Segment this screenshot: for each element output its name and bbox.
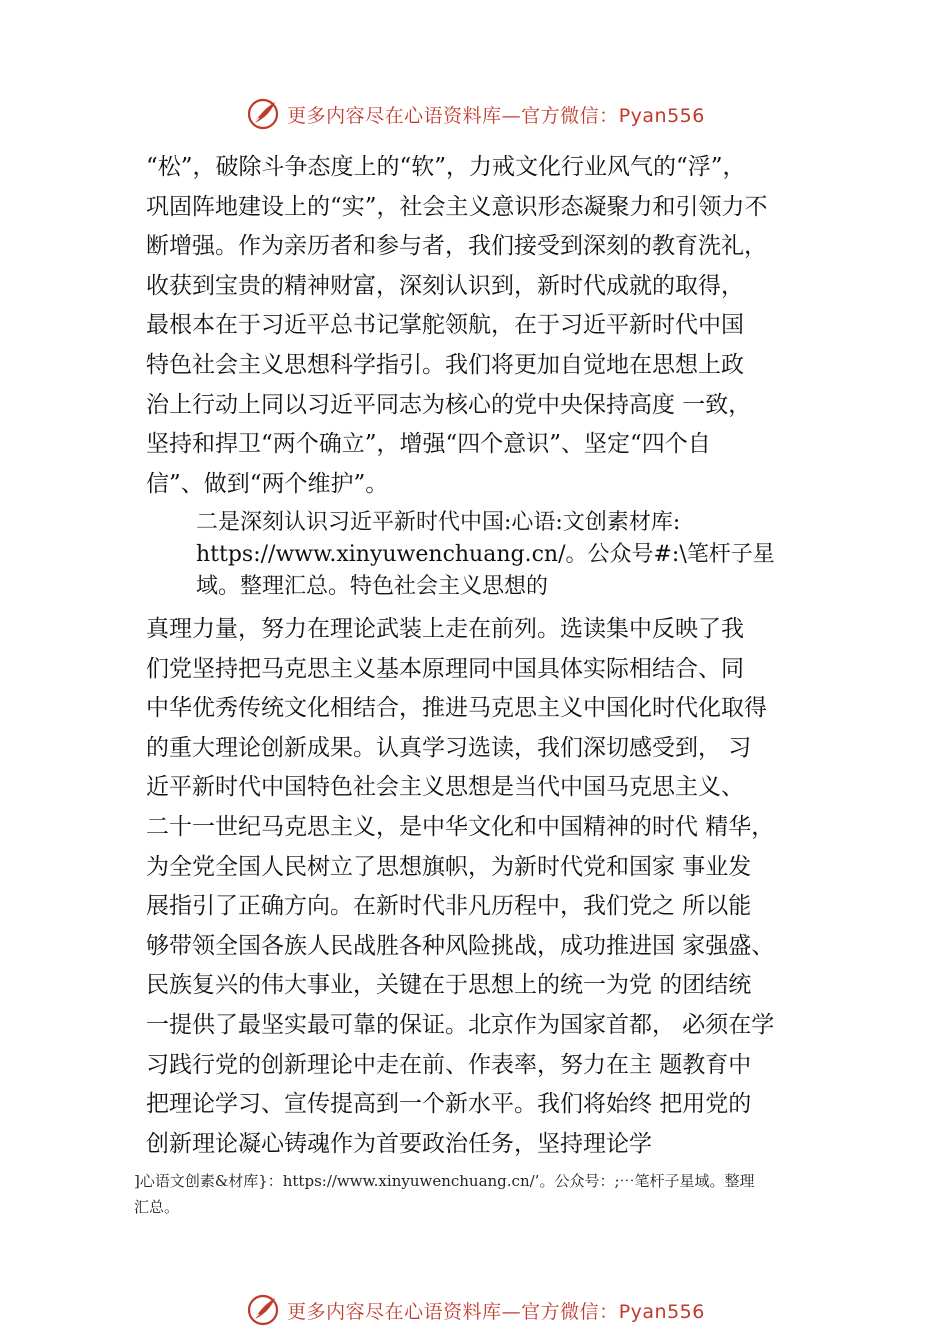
banner-title: 更多内容尽在心语资料库 — [287, 104, 502, 127]
text-line: 为全党全国人民树立了思想旗帜，为新时代党和国家 事业发 — [146, 853, 752, 880]
footnote — [134, 1168, 834, 1220]
text-line: 二十一世纪马克思主义，是中华文化和中国精神的时代 精华， — [146, 813, 775, 840]
text-line: “松”，破除斗争态度上的“软”，力戒文化行业风气的“浮”， — [146, 154, 746, 180]
text-line: 够带领全国各族人民战胜各种风险挑战，成功推进国 家强盛、 — [146, 932, 775, 959]
feather-pen-logo-icon — [245, 1292, 281, 1328]
text-line: 中华优秀传统文化相结合，推进马克思主义中国化时代化取得 — [146, 695, 767, 722]
text-line: 创新理论凝心铸魂作为首要政治任务，坚持理论学 — [146, 1130, 652, 1157]
text-line: 近平新时代中国特色社会主义思想是当代中国马克思主义、 — [146, 774, 744, 801]
text-line: 断增强。作为亲历者和参与者，我们接受到深刻的教育洗礼， — [146, 233, 767, 260]
text-line: 二是深刻认识习近平新时代中国:心语:文创素材库: — [196, 510, 681, 535]
text-line: 展指引了正确方向。在新时代非凡历程中，我们党之 所以能 — [146, 893, 752, 920]
text-line: 把理论学习、宣传提高到一个新水平。我们将始终 把用党的 — [146, 1091, 752, 1118]
header-banner — [0, 94, 950, 134]
text-line: 最根本在于习近平总书记掌舵领航，在于习近平新时代中国 — [146, 312, 744, 339]
feather-pen-logo-icon — [245, 96, 281, 132]
text-line: 的重大理论创新成果。认真学习选读，我们深切感受到， 习 — [146, 734, 752, 761]
banner-wechat-label: 官方微信： — [521, 1300, 619, 1323]
text-line: 坚持和捍卫“两个确立”，增强“四个意识”、坚定“四个自 — [146, 431, 711, 458]
banner-wechat-label: 官方微信： — [521, 104, 619, 127]
banner-dash: — — [501, 104, 522, 127]
banner-text — [287, 1297, 705, 1324]
text-line: 一提供了最坚实最可靠的保证。北京作为国家首都， 必须在学 — [146, 1011, 775, 1038]
text-line: 民族复兴的伟大事业，关键在于思想上的统一为党 的团结统 — [146, 972, 752, 999]
text-line: https://www.xinyuwenchuang.cn/。公众号#:\笔杆子星 — [196, 542, 775, 567]
paragraph-2 — [196, 507, 846, 603]
text-line: 域。整理汇总。特色社会主义思想的 — [196, 574, 549, 599]
text-line: 治上行动上同以习近平同志为核心的党中央保持高度 一致， — [146, 391, 752, 418]
text-line: 特色社会主义思想科学指引。我们将更加自觉地在思想上政 — [146, 351, 744, 378]
text-line: 信”、做到“两个维护”。 — [146, 470, 389, 497]
banner-title: 更多内容尽在心语资料库 — [287, 1300, 502, 1323]
text-line: 巩固阵地建设上的“实”，社会主义意识形态凝聚力和引领力不 — [146, 193, 768, 220]
footer-banner — [0, 1290, 950, 1330]
banner-dash: — — [501, 1300, 522, 1323]
banner-text — [287, 101, 705, 128]
banner-wechat-id: Pyan556 — [618, 1300, 705, 1323]
text-line: 收获到宝贵的精神财富，深刻认识到，新时代成就的取得， — [146, 272, 744, 299]
text-line: 真理力量，努力在理论武装上走在前列。选读集中反映了我 — [146, 616, 744, 642]
text-line: 们党坚持把马克思主义基本原理同中国具体实际相结合、同 — [146, 655, 744, 682]
footnote-line: ]心语文创素&材库}：https://www.xinyuwenchuang.cn/’。公众号：;⋯笔杆子星域。整理 — [134, 1172, 755, 1190]
footnote-line: 汇总。 — [134, 1198, 180, 1216]
paragraph-3 — [146, 610, 846, 1164]
text-line: 习践行党的创新理论中走在前、作表率，努力在主 题教育中 — [146, 1051, 752, 1078]
banner-wechat-id: Pyan556 — [618, 104, 705, 127]
paragraph-1 — [146, 148, 846, 504]
